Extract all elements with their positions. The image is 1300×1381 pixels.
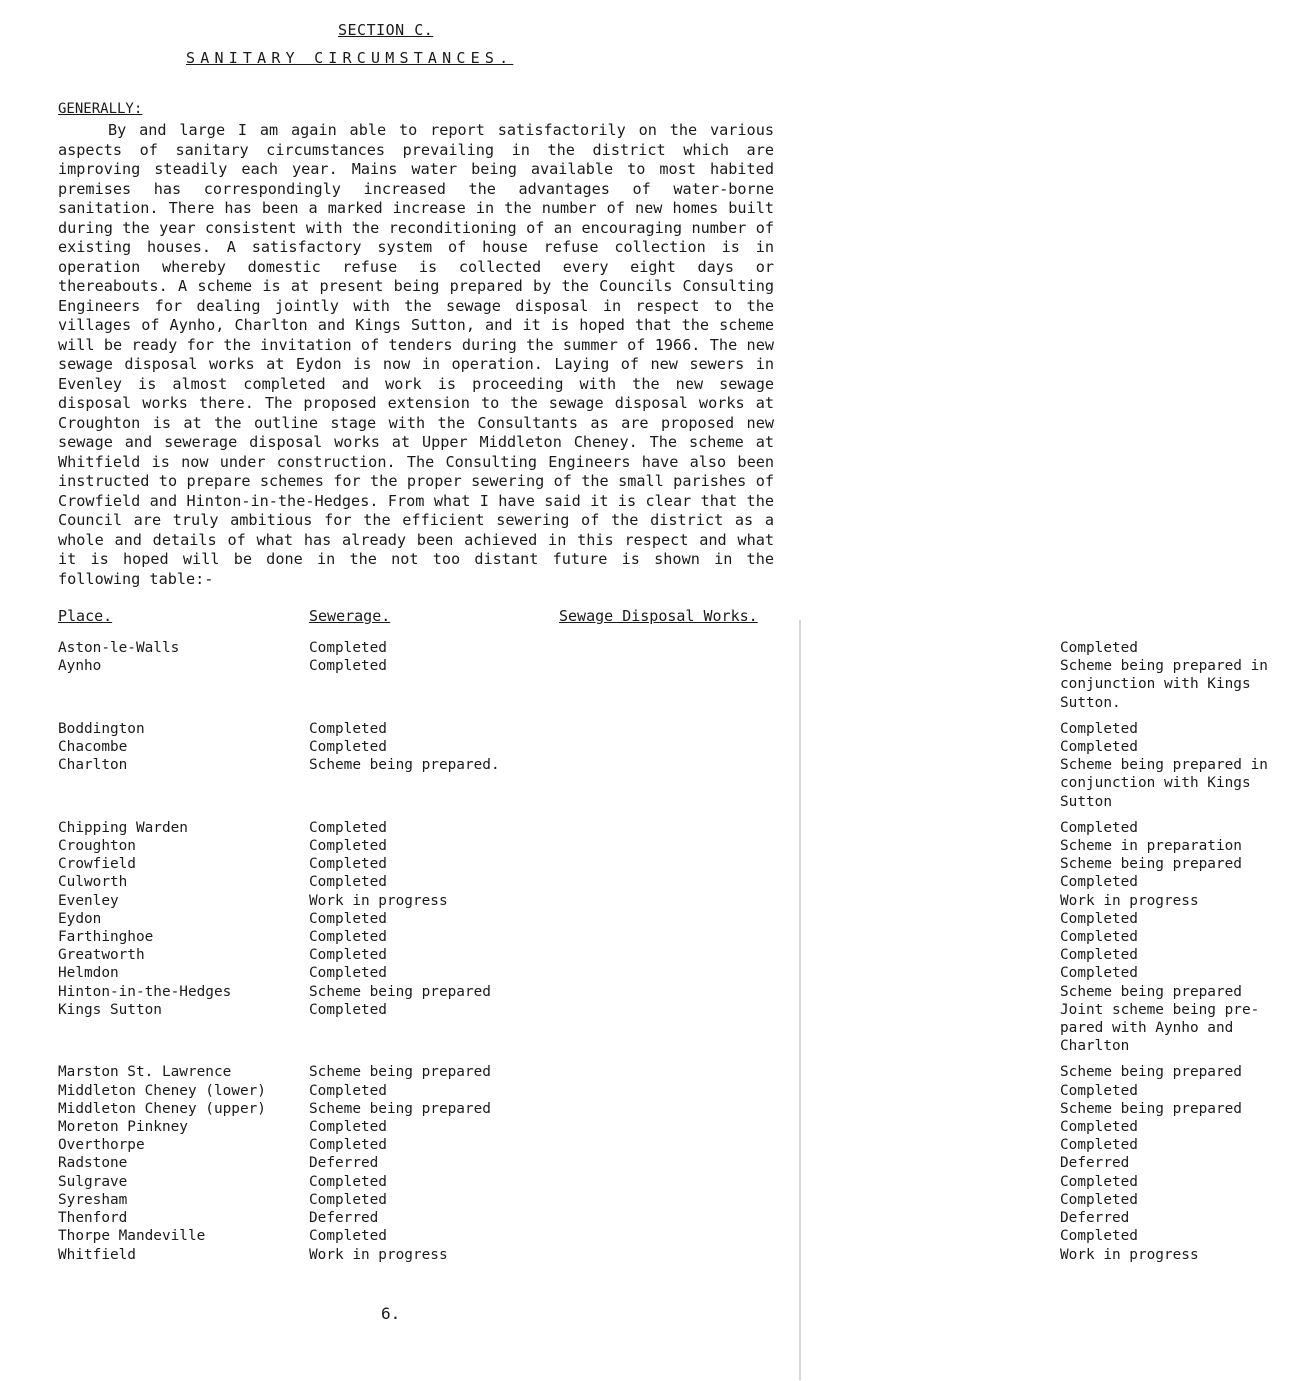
place-cell: Syresham: [58, 1191, 128, 1208]
table-row: [58, 1173, 1138, 1191]
disposal-cell: Completed: [1060, 1173, 1138, 1190]
disposal-cell: Scheme being prepared in conjunction with Kings Sutton.: [1060, 658, 1268, 711]
sewerage-cell: Work in progress: [309, 1246, 448, 1263]
sewerage-cell: Completed: [309, 720, 387, 737]
header-disposal: Sewage Disposal Works.: [559, 607, 758, 625]
sewerage-cell: Completed: [309, 874, 387, 891]
table-row: [58, 1136, 1138, 1154]
table-body: [58, 639, 1268, 1264]
table-row: [58, 983, 1242, 1001]
table-row: [58, 873, 1138, 891]
sewerage-cell: Completed: [309, 739, 387, 756]
place-cell: Middleton Cheney (lower): [58, 1082, 266, 1099]
disposal-cell: Scheme being prepared: [1060, 1064, 1242, 1081]
table-row: [58, 1246, 1199, 1264]
table-row: [58, 720, 1138, 738]
place-cell: Evenley: [58, 892, 119, 909]
sewerage-cell: Scheme being prepared: [309, 1064, 491, 1081]
disposal-cell: Deferred: [1060, 1210, 1130, 1227]
sewerage-cell: Deferred: [309, 1155, 379, 1172]
disposal-cell: Work in progress: [1060, 1246, 1199, 1263]
place-cell: Helmdon: [58, 965, 119, 982]
sewerage-cell: Completed: [309, 819, 387, 836]
sewerage-cell: Scheme being prepared: [309, 983, 491, 1000]
disposal-cell: Completed: [1060, 910, 1138, 927]
sewerage-cell: Completed: [309, 947, 387, 964]
sewerage-cell: Completed: [309, 1082, 387, 1099]
place-cell: Middleton Cheney (upper): [58, 1100, 266, 1117]
sewerage-cell: Completed: [309, 838, 387, 855]
place-cell: Radstone: [58, 1155, 128, 1172]
place-cell: Croughton: [58, 838, 136, 855]
disposal-cell: Completed: [1060, 1082, 1138, 1099]
sewerage-cell: Scheme being prepared.: [309, 757, 500, 774]
disposal-cell: Scheme being prepared in conjunction with Kings Sutton: [1060, 757, 1268, 810]
disposal-cell: Completed: [1060, 929, 1138, 946]
place-cell: Whitfield: [58, 1246, 136, 1263]
disposal-cell: Completed: [1060, 720, 1138, 737]
sewerage-cell: Completed: [309, 965, 387, 982]
generally-heading: GENERALLY:: [58, 101, 143, 117]
disposal-cell: Completed: [1060, 739, 1138, 756]
table-row: [58, 1001, 1260, 1056]
header-place: Place.: [58, 607, 113, 625]
disposal-cell: Work in progress: [1060, 892, 1199, 909]
table-header: [58, 607, 788, 631]
place-cell: Sulgrave: [58, 1173, 128, 1190]
disposal-cell: Joint scheme being pre- pared with Aynho and Charlton: [1060, 1001, 1260, 1055]
sewerage-cell: Completed: [309, 1137, 387, 1154]
table-row: [58, 946, 1138, 964]
disposal-cell: Completed: [1060, 1137, 1138, 1154]
place-cell: Eydon: [58, 910, 102, 927]
place-cell: Boddington: [58, 720, 145, 737]
disposal-cell: Scheme being prepared: [1060, 856, 1242, 873]
table-row: [58, 657, 1268, 712]
table-row: [58, 928, 1138, 946]
table-row: [58, 1154, 1130, 1172]
disposal-cell: Completed: [1060, 947, 1138, 964]
disposal-cell: Scheme in preparation: [1060, 838, 1242, 855]
subtitle: SANITARY CIRCUMSTANCES.: [186, 49, 514, 67]
table-row: [58, 964, 1138, 982]
place-cell: Thorpe Mandeville: [58, 1228, 206, 1245]
page-number: 6.: [381, 1304, 401, 1323]
sewerage-cell: Completed: [309, 910, 387, 927]
sewerage-table: [58, 607, 1268, 1264]
disposal-cell: Completed: [1060, 874, 1138, 891]
place-cell: Marston St. Lawrence: [58, 1064, 232, 1081]
place-cell: Thenford: [58, 1210, 128, 1227]
table-row: [58, 1227, 1138, 1245]
sewerage-cell: Completed: [309, 1191, 387, 1208]
place-cell: Kings Sutton: [58, 1001, 162, 1018]
disposal-cell: Completed: [1060, 1119, 1138, 1136]
table-row: [58, 819, 1138, 837]
place-cell: Chipping Warden: [58, 819, 188, 836]
table-row: [58, 1118, 1138, 1136]
place-cell: Chacombe: [58, 739, 128, 756]
scan-edge-shadow: [799, 620, 801, 1380]
place-cell: Moreton Pinkney: [58, 1119, 188, 1136]
sewerage-cell: Completed: [309, 1001, 387, 1018]
disposal-cell: Scheme being prepared: [1060, 983, 1242, 1000]
table-row: [58, 892, 1199, 910]
table-row: [58, 756, 1268, 811]
place-cell: Culworth: [58, 874, 128, 891]
table-row: [58, 738, 1138, 756]
sewerage-cell: Deferred: [309, 1210, 379, 1227]
place-cell: Aston-le-Walls: [58, 640, 180, 656]
sewerage-cell: Completed: [309, 1173, 387, 1190]
disposal-cell: Deferred: [1060, 1155, 1130, 1172]
table-row: [58, 837, 1242, 855]
table-row: [58, 1063, 1242, 1081]
place-cell: Crowfield: [58, 856, 136, 873]
sewerage-cell: Completed: [309, 1228, 387, 1245]
section-title: SECTION C.: [338, 21, 434, 39]
body-paragraph: By and large I am again able to report satisfactorily on the various aspects of sanitary circumstances prevailing in the district which are improving steadily each year. Mains water being available to most habited premises has correspondingly increased the advantages of water-borne sanitation. There has been a marked increase in the number of new homes built during the year consistent with the reconditioning of an encouraging number of existing houses. A satisfactory system of house refuse collection is in operation whereby domestic refuse is collected every eight days or thereabouts. A scheme is at present being prepared by the Councils Consulting Engineers for dealing jointly with the sewage disposal in respect to the villages of Aynho, Charlton and Kings Sutton, and it is hoped that the scheme will be ready for the invitation of tenders during the summer of 1966. The new sewage disposal works at Eydon is now in operation. Laying of new sewers in Evenley is almost completed and work is proceeding with the new sewage disposal works there. The proposed extension to the sewage disposal works at Croughton is at the outline stage with the Consultants as are proposed new sewage and sewerage disposal works at Upper Middleton Cheney. The scheme at Whitfield is now under construction. The Consulting Engineers have also been instructed to prepare schemes for the proper sewering of the small parishes of Crowfield and Hinton-in-the-Hedges. From what I have said it is clear that the Council are truly ambitious for the efficient sewering of the district as a whole and details of what has already been achieved in this respect and what it is hoped will be done in the not too distant future is shown in the following table:-: [58, 121, 774, 588]
disposal-cell: Completed: [1060, 1191, 1138, 1208]
disposal-cell: Completed: [1060, 819, 1138, 836]
table-row: [58, 639, 1138, 657]
sewerage-cell: Completed: [309, 640, 387, 656]
sewerage-cell: Completed: [309, 929, 387, 946]
sewerage-cell: Completed: [309, 658, 387, 675]
table-row: [58, 855, 1242, 873]
place-cell: Aynho: [58, 658, 102, 675]
place-cell: Charlton: [58, 757, 128, 774]
place-cell: Hinton-in-the-Hedges: [58, 983, 232, 1000]
sewerage-cell: Scheme being prepared: [309, 1100, 491, 1117]
sewerage-cell: Work in progress: [309, 892, 448, 909]
place-cell: Overthorpe: [58, 1137, 145, 1154]
table-row: [58, 1100, 1242, 1118]
place-cell: Farthinghoe: [58, 929, 154, 946]
disposal-cell: Completed: [1060, 1228, 1138, 1245]
disposal-cell: Completed: [1060, 965, 1138, 982]
header-sewerage: Sewerage.: [309, 607, 391, 625]
table-row: [58, 1082, 1138, 1100]
table-row: [58, 910, 1138, 928]
disposal-cell: Scheme being prepared: [1060, 1100, 1242, 1117]
disposal-cell: Completed: [1060, 640, 1138, 656]
table-row: [58, 1191, 1138, 1209]
table-row: [58, 1209, 1130, 1227]
sewerage-cell: Completed: [309, 1119, 387, 1136]
sewerage-cell: Completed: [309, 856, 387, 873]
place-cell: Greatworth: [58, 947, 145, 964]
